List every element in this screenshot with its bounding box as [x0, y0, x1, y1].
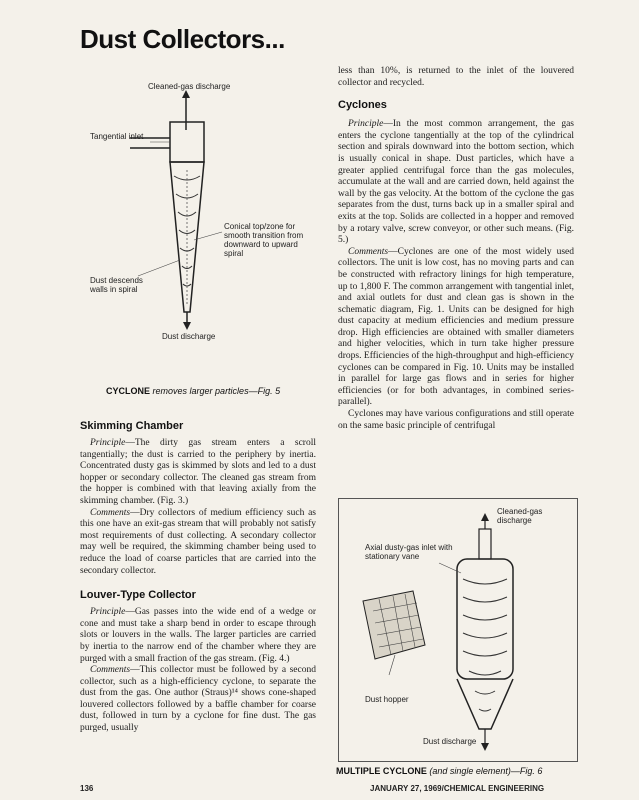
caption-text: (and single element)	[429, 766, 511, 776]
principle-label: Principle	[90, 607, 126, 618]
left-column	[80, 420, 316, 735]
label-dust-discharge-6: Dust discharge	[423, 737, 477, 746]
principle-label: Principle	[90, 438, 126, 448]
comments-text: —Dry collectors of medium efficiency such as this one have an exit-gas stream that will probably not satisfy most requirements of dust collecting. A secondary collector may well be required, the skimming chamber being used to reduce the load of coarse particles that are carried into the secondary collector.	[80, 507, 316, 576]
louver-comments	[80, 665, 316, 735]
caption-title: CYCLONE	[106, 386, 151, 396]
label-dust-descends: Dust descends walls in spiral	[90, 276, 143, 294]
label-dust-discharge: Dust discharge	[162, 332, 216, 341]
continuation-paragraph: less than 10%, is returned to the inlet of the louvered collector and recycled.	[338, 66, 574, 88]
skimming-principle	[80, 438, 316, 508]
caption-fig: Fig. 6	[519, 766, 543, 776]
principle-text: —In the most common arrangement, the gas enters the cyclone tangentially at the top of the cylindrical section and spirals downward into the bottom section, which is usually conical in shape. Dust particles, which have a greater applied centrifugal force than the gas molecules, accumulate at the wall and are carried down, held against the wall by the gas velocity. At the bottom of the cyclone the gas separates from the dust, turns back up in a smaller spiral and exits at the top. Solids are collected in a hopper and removed by a rotary valve, screw conveyor, or other such means. (Fig. 5.)	[338, 119, 574, 246]
caption-title: MULTIPLE CYCLONE	[336, 766, 427, 776]
cyclones-principle	[338, 119, 574, 247]
label-tangential-inlet: Tangential inlet	[90, 132, 144, 141]
principle-text: —The dirty gas stream enters a scroll tangentially; the dust is carried to the periphery by inertia. Concentrated dusty gas is skimmed by slots and led to a dust hopper or secondary collector. The cleaned gas stream from the hopper is combined with that leaving axially from the skimming chamber. (Fig. 3.)	[80, 438, 316, 506]
louver-principle	[80, 607, 316, 665]
caption-fig: Fig. 5	[257, 386, 281, 396]
right-column	[338, 66, 574, 432]
comments-text: —This collector must be followed by a second collector, such as a high-efficiency cyclone, to separate the dust from the gas. One author (Straus)¹⁴ shows cone-shaped louvered collectors followed by a baffle chamber for coarse dust, followed in turn by a cyclone for fine dust. The gas purged, usually	[80, 665, 316, 734]
label-axial-inlet: Axial dusty-gas inlet with stationary vane	[365, 543, 453, 561]
principle-label: Principle	[348, 119, 384, 130]
skimming-comments	[80, 508, 316, 578]
comments-text: —Cyclones are one of the most widely used collectors. The unit is low cost, has no moving parts and can be constructed with refractory linings for high temperature, up to 1,800 F. The common arrangement with tangential inlet, and axial outlets for dust and clean gas is shown in the schematic diagram, Fig. 1. Units can be designed for high dust capacity at medium efficiencies and medium pressure drop. High efficiencies are obtained with smaller diameters and higher velocities, which in turn take higher pressure drops. Efficiencies of the high-throughput and high-efficiency cyclones can be compared in Fig. 10. Units may be installed in parallel for large gas flows and in series for higher efficiencies (or for both advantages, in combined series-parallel).	[338, 246, 574, 408]
cyclones-comments	[338, 247, 574, 409]
page-number: 136	[80, 784, 94, 793]
label-cleaned-gas-discharge: Cleaned-gas discharge	[497, 507, 543, 525]
caption-text: removes larger particles	[152, 386, 249, 396]
comments-label: Comments	[90, 507, 131, 518]
cyclones-last: Cyclones may have various configurations and still operate on the same basic principle of centrifugal	[338, 409, 574, 431]
principle-text: —Gas passes into the wide end of a wedge or cone and must take a sharp bend in order to escape through slots or louvers in the walls. The larger particles are carried by inertia to the narrow end of the chamber where they are purged with a small fraction of the gas stream. (Fig. 4.)	[80, 607, 316, 664]
figure-6-caption: MULTIPLE CYCLONE (and single element)—Fig. 6	[336, 766, 543, 776]
heading-louver-collector: Louver-Type Collector	[80, 589, 196, 602]
section-header: Dust Collectors...	[80, 24, 285, 54]
heading-cyclones: Cyclones	[338, 99, 387, 112]
multiple-cyclone-diagram	[339, 499, 577, 761]
comments-label: Comments	[348, 246, 389, 257]
label-conical-zone: Conical top/zone for smooth transition from downward to upward spiral	[224, 222, 304, 258]
running-footer: JANUARY 27, 1969/CHEMICAL ENGINEERING	[370, 784, 545, 793]
figure-6	[338, 498, 578, 762]
figure-5	[90, 80, 320, 370]
figure-5-caption: CYCLONE removes larger particles—Fig. 5	[106, 386, 281, 396]
comments-label: Comments	[90, 665, 131, 676]
label-dust-hopper: Dust hopper	[365, 695, 409, 704]
label-cleaned-gas: Cleaned-gas discharge	[148, 82, 231, 91]
heading-skimming-chamber: Skimming Chamber	[80, 420, 184, 432]
